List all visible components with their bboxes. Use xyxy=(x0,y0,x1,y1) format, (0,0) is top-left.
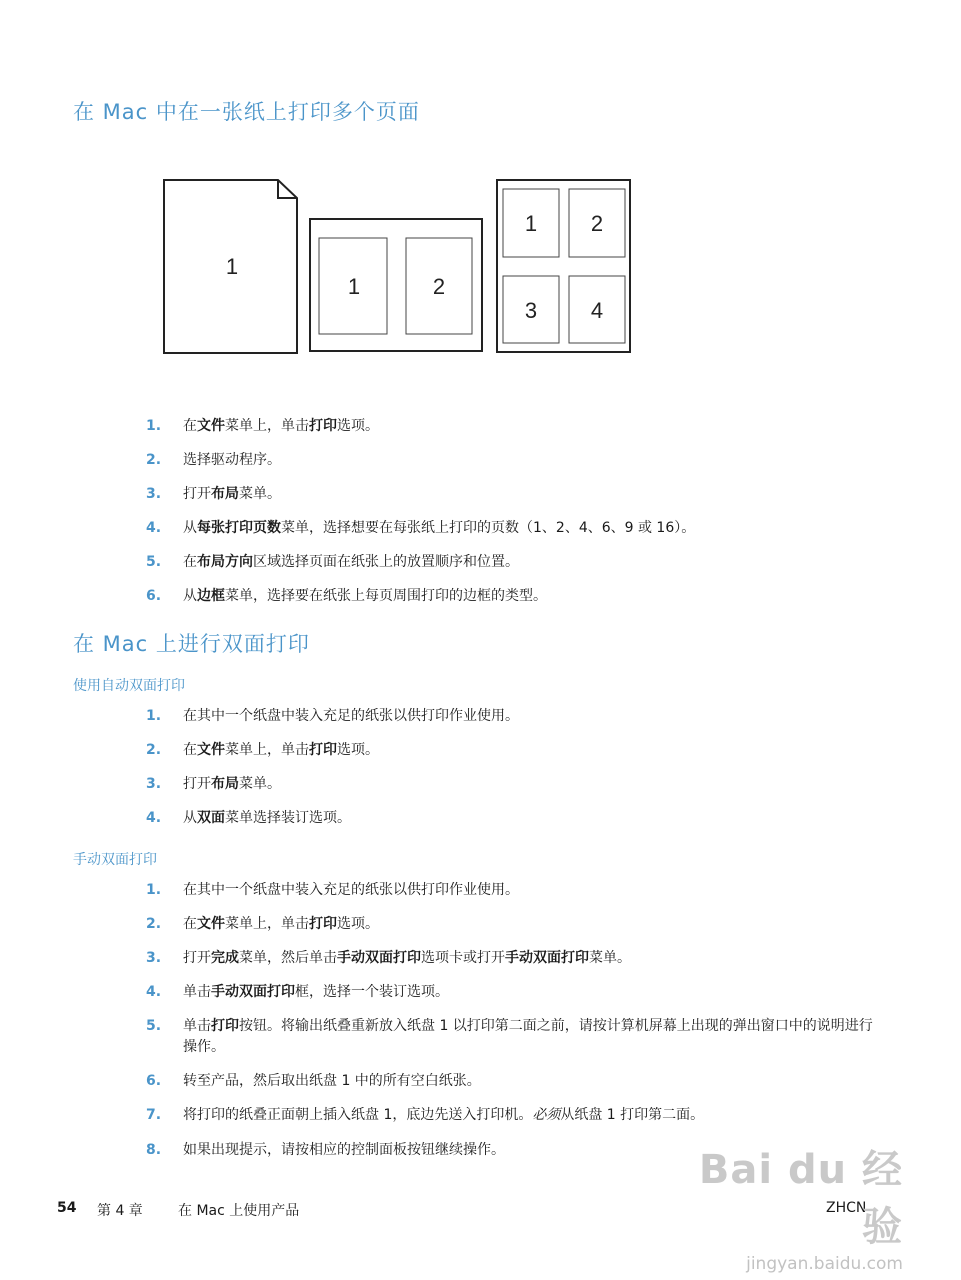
list-item xyxy=(146,450,886,471)
list-item xyxy=(146,1016,886,1058)
list-item xyxy=(146,914,886,935)
step-number: 2. xyxy=(146,916,162,932)
step-number: 3. xyxy=(146,950,162,966)
list-item xyxy=(146,740,886,761)
step-text: 打开布局菜单。 xyxy=(183,486,281,502)
chapter-label: 第 4 章 xyxy=(97,1203,143,1219)
subsection-title-manual-duplex: 手动双面打印 xyxy=(73,852,157,868)
step-number: 1. xyxy=(146,418,162,434)
step-number: 8. xyxy=(146,1142,162,1158)
step-number: 4. xyxy=(146,520,162,536)
step-text: 在文件菜单上，单击打印选项。 xyxy=(183,916,379,932)
list-item xyxy=(146,880,886,901)
step-text: 从每张打印页数菜单，选择想要在每张纸上打印的页数（1、2、4、6、9 或 16）。 xyxy=(183,520,696,536)
step-number: 5. xyxy=(146,554,162,570)
watermark-url: jingyan.baidu.com xyxy=(746,1254,903,1274)
step-number: 4. xyxy=(146,984,162,1000)
list-item xyxy=(146,706,886,727)
step-text: 在其中一个纸盘中装入充足的纸张以供打印作业使用。 xyxy=(183,708,519,724)
section-title-multiple-pages: 在 Mac 中在一张纸上打印多个页面 xyxy=(73,100,420,124)
step-text: 选择驱动程序。 xyxy=(183,452,281,468)
four-up-number-2: 2 xyxy=(590,211,604,236)
list-item xyxy=(146,808,886,829)
four-up-number-1: 1 xyxy=(524,211,538,236)
step-number: 3. xyxy=(146,776,162,792)
step-number: 1. xyxy=(146,708,162,724)
step-text: 打开布局菜单。 xyxy=(183,776,281,792)
page-number: 54 xyxy=(57,1200,77,1216)
step-text: 单击打印按钮。将输出纸叠重新放入纸盘 1 以打印第二面之前，请按计算机屏幕上出现的弹出窗口中的说明进行操作。 xyxy=(183,1018,873,1055)
step-number: 6. xyxy=(146,1073,162,1089)
step-number: 7. xyxy=(146,1107,162,1123)
pages-per-sheet-figure xyxy=(160,176,640,361)
list-item xyxy=(146,586,886,607)
step-number: 3. xyxy=(146,486,162,502)
step-number: 4. xyxy=(146,810,162,826)
locale-code: ZHCN xyxy=(826,1200,867,1216)
four-up-number-3: 3 xyxy=(524,298,538,323)
four-up-number-4: 4 xyxy=(590,298,604,323)
step-number: 1. xyxy=(146,882,162,898)
step-number: 2. xyxy=(146,452,162,468)
list-item xyxy=(146,774,886,795)
list-item xyxy=(146,518,886,539)
list-item xyxy=(146,982,886,1003)
step-text: 转至产品，然后取出纸盘 1 中的所有空白纸张。 xyxy=(183,1073,481,1089)
two-up-number-1: 1 xyxy=(347,274,361,299)
step-number: 6. xyxy=(146,588,162,604)
step-text: 在其中一个纸盘中装入充足的纸张以供打印作业使用。 xyxy=(183,882,519,898)
step-number: 5. xyxy=(146,1018,162,1034)
chapter-title: 在 Mac 上使用产品 xyxy=(178,1203,300,1219)
step-text: 在布局方向区域选择页面在纸张上的放置顺序和位置。 xyxy=(183,554,519,570)
list-item xyxy=(146,552,886,573)
baidu-jingyan-watermark xyxy=(663,1138,903,1274)
step-text: 在文件菜单上，单击打印选项。 xyxy=(183,418,379,434)
list-item xyxy=(146,416,886,437)
list-item xyxy=(146,1105,886,1126)
single-page-number: 1 xyxy=(225,254,239,279)
list-item xyxy=(146,948,886,969)
list-item xyxy=(146,484,886,505)
two-up-number-2: 2 xyxy=(432,274,446,299)
subsection-title-auto-duplex: 使用自动双面打印 xyxy=(73,678,185,694)
step-text: 打开完成菜单，然后单击手动双面打印选项卡或打开手动双面打印菜单。 xyxy=(183,950,631,966)
step-text: 从双面菜单选择装订选项。 xyxy=(183,810,351,826)
step-text: 将打印的纸叠正面朝上插入纸盘 1，底边先送入打印机。必须从纸盘 1 打印第二面。 xyxy=(183,1107,705,1123)
step-text: 在文件菜单上，单击打印选项。 xyxy=(183,742,379,758)
step-text: 从边框菜单，选择要在纸张上每页周围打印的边框的类型。 xyxy=(183,588,547,604)
step-text: 如果出现提示，请按相应的控制面板按钮继续操作。 xyxy=(183,1142,505,1158)
step-number: 2. xyxy=(146,742,162,758)
watermark-brand: Bai du 经验 xyxy=(698,1147,903,1250)
section-title-duplex: 在 Mac 上进行双面打印 xyxy=(73,632,310,656)
step-text: 单击手动双面打印框，选择一个装订选项。 xyxy=(183,984,449,1000)
list-item xyxy=(146,1071,886,1092)
